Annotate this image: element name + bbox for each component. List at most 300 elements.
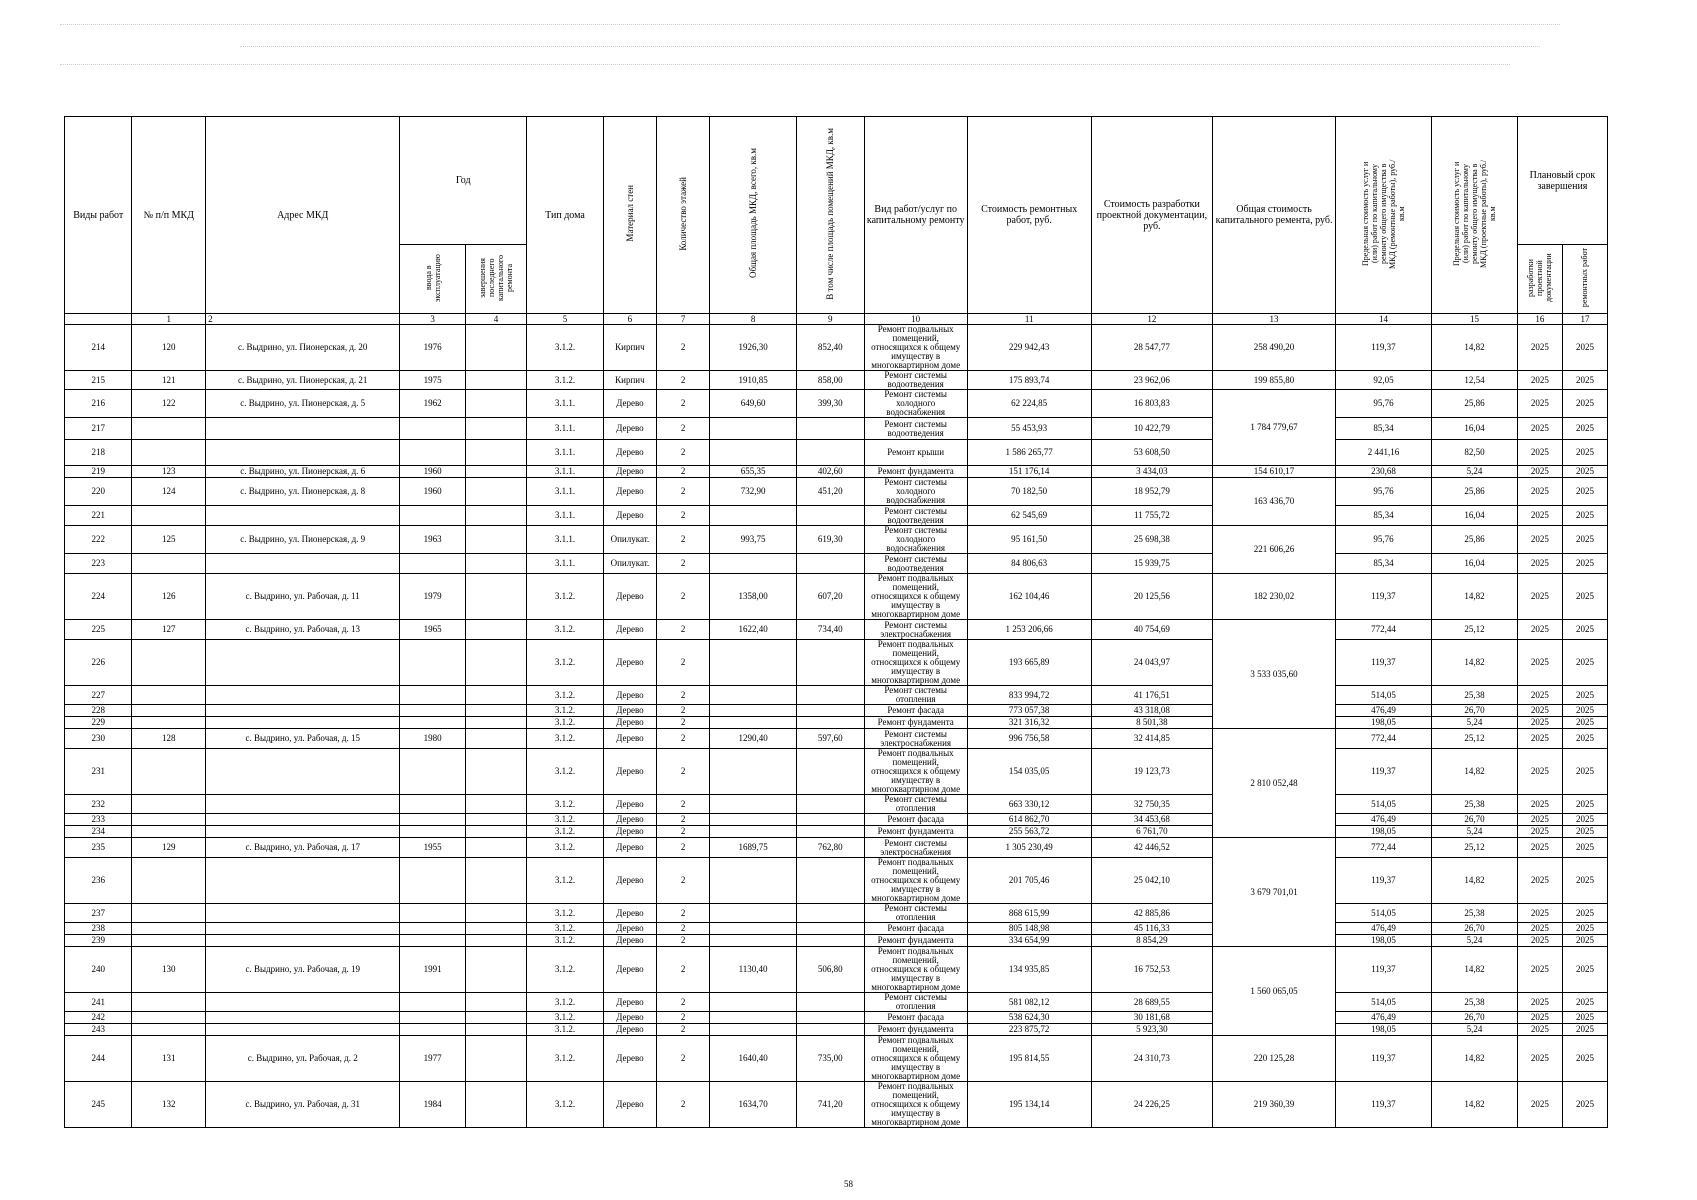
- cell-mkd-number: [132, 554, 206, 574]
- cell-floors: 2: [657, 904, 710, 923]
- cell-floors: 2: [657, 390, 710, 418]
- header-design-cost: Стоимость разработки проектной документации, руб.: [1091, 117, 1213, 314]
- cell-term-repair: 2025: [1562, 1012, 1607, 1024]
- cell-term-repair: 2025: [1562, 838, 1607, 858]
- cell-year-commission: [400, 826, 465, 838]
- cell-design-cost: 34 453,68: [1091, 814, 1213, 826]
- cell-total-area: [710, 686, 797, 705]
- cell-total-area: 655,35: [710, 466, 797, 478]
- cell-term-repair: 2025: [1562, 1024, 1607, 1036]
- cell-term-design: 2025: [1517, 935, 1562, 947]
- column-number: 2: [206, 314, 400, 325]
- cell-work-kind: Ремонт системы водоотведения: [864, 554, 967, 574]
- cell-premises-area: [797, 749, 864, 795]
- cell-premises-area: [797, 440, 864, 466]
- cell-house-type: 3.1.2.: [527, 686, 604, 705]
- cell-repair-cost: 833 994,72: [967, 686, 1091, 705]
- cell-row-number: 229: [65, 717, 132, 729]
- cell-work-kind: Ремонт системы холодного водоснабжения: [864, 526, 967, 554]
- cell-year-last-repair: [465, 440, 526, 466]
- cell-floors: 2: [657, 554, 710, 574]
- cell-year-commission: [400, 1024, 465, 1036]
- cell-term-design: 2025: [1517, 640, 1562, 686]
- cell-year-last-repair: [465, 325, 526, 371]
- cell-address: с. Выдрино, ул. Рабочая, д. 17: [206, 838, 400, 858]
- cell-row-number: 243: [65, 1024, 132, 1036]
- cell-row-number: 223: [65, 554, 132, 574]
- header-repair-cost: Стоимость ремонтных работ, руб.: [967, 117, 1091, 314]
- table-row: [65, 371, 1608, 390]
- cell-floors: 2: [657, 371, 710, 390]
- cell-term-design: 2025: [1517, 506, 1562, 526]
- header-total-area: Общая площадь МКД, всего, кв.м: [710, 117, 797, 314]
- cell-row-number: 245: [65, 1082, 132, 1128]
- cell-row-number: 237: [65, 904, 132, 923]
- column-number: 12: [1091, 314, 1213, 325]
- cell-wall-material: Дерево: [603, 826, 656, 838]
- cell-floors: 2: [657, 526, 710, 554]
- cell-premises-area: 451,20: [797, 478, 864, 506]
- cell-total-area: [710, 993, 797, 1012]
- cell-wall-material: Дерево: [603, 1012, 656, 1024]
- cell-row-number: 216: [65, 390, 132, 418]
- cell-term-repair: 2025: [1562, 574, 1607, 620]
- cell-total-area: [710, 717, 797, 729]
- cell-year-last-repair: [465, 795, 526, 814]
- cell-wall-material: Дерево: [603, 390, 656, 418]
- cell-floors: 2: [657, 325, 710, 371]
- cell-premises-area: 607,20: [797, 574, 864, 620]
- cell-limit-design: 26,70: [1432, 814, 1518, 826]
- column-number: 8: [710, 314, 797, 325]
- cell-floors: 2: [657, 1012, 710, 1024]
- cell-design-cost: 45 116,33: [1091, 923, 1213, 935]
- cell-limit-design: 25,38: [1432, 686, 1518, 705]
- cell-term-repair: 2025: [1562, 506, 1607, 526]
- cell-design-cost: 16 752,53: [1091, 947, 1213, 993]
- cell-premises-area: 734,40: [797, 620, 864, 640]
- cell-premises-area: [797, 717, 864, 729]
- cell-term-design: 2025: [1517, 478, 1562, 506]
- cell-floors: 2: [657, 814, 710, 826]
- cell-mkd-number: [132, 935, 206, 947]
- cell-work-kind: Ремонт подвальных помещений, относящихся к общему имуществу в многоквартирном доме: [864, 858, 967, 904]
- cell-repair-cost: 84 806,63: [967, 554, 1091, 574]
- table-row: [65, 440, 1608, 466]
- table-row: [65, 526, 1608, 554]
- cell-row-number: 218: [65, 440, 132, 466]
- cell-limit-repair: 476,49: [1335, 923, 1431, 935]
- cell-total-area: 1622,40: [710, 620, 797, 640]
- cell-term-design: 2025: [1517, 325, 1562, 371]
- cell-design-cost: 28 547,77: [1091, 325, 1213, 371]
- cell-term-design: 2025: [1517, 574, 1562, 620]
- cell-address: с. Выдрино, ул. Рабочая, д. 15: [206, 729, 400, 749]
- cell-year-commission: 1963: [400, 526, 465, 554]
- cell-repair-cost: 255 563,72: [967, 826, 1091, 838]
- cell-limit-repair: 119,37: [1335, 574, 1431, 620]
- cell-repair-cost: 201 705,46: [967, 858, 1091, 904]
- cell-floors: 2: [657, 1036, 710, 1082]
- cell-house-type: 3.1.2.: [527, 935, 604, 947]
- cell-wall-material: Дерево: [603, 1036, 656, 1082]
- cell-address: с. Выдрино, ул. Пионерская, д. 20: [206, 325, 400, 371]
- cell-house-type: 3.1.2.: [527, 574, 604, 620]
- cell-address: [206, 826, 400, 838]
- cell-work-kind: Ремонт системы водоотведения: [864, 506, 967, 526]
- column-number: 10: [864, 314, 967, 325]
- cell-repair-cost: 193 665,89: [967, 640, 1091, 686]
- cell-premises-area: 858,00: [797, 371, 864, 390]
- cell-total-area: 649,60: [710, 390, 797, 418]
- cell-design-cost: 25 698,38: [1091, 526, 1213, 554]
- cell-limit-repair: 2 441,16: [1335, 440, 1431, 466]
- header-year: Год: [400, 117, 527, 245]
- cell-wall-material: Дерево: [603, 729, 656, 749]
- cell-year-commission: [400, 440, 465, 466]
- cell-year-commission: [400, 418, 465, 440]
- cell-total-area: [710, 935, 797, 947]
- cell-limit-design: 14,82: [1432, 640, 1518, 686]
- table-row: [65, 904, 1608, 923]
- cell-term-design: 2025: [1517, 620, 1562, 640]
- cell-total-cost: 221 606,26: [1213, 526, 1336, 574]
- table-row: [65, 838, 1608, 858]
- cell-design-cost: 32 414,85: [1091, 729, 1213, 749]
- cell-limit-repair: 119,37: [1335, 325, 1431, 371]
- cell-premises-area: 506,80: [797, 947, 864, 993]
- cell-term-design: 2025: [1517, 371, 1562, 390]
- cell-wall-material: Дерево: [603, 858, 656, 904]
- cell-term-design: 2025: [1517, 1082, 1562, 1128]
- cell-row-number: 231: [65, 749, 132, 795]
- column-number: 5: [527, 314, 604, 325]
- cell-floors: 2: [657, 795, 710, 814]
- cell-address: с. Выдрино, ул. Рабочая, д. 2: [206, 1036, 400, 1082]
- cell-term-design: 2025: [1517, 705, 1562, 717]
- cell-house-type: 3.1.1.: [527, 526, 604, 554]
- cell-limit-repair: 476,49: [1335, 705, 1431, 717]
- cell-term-design: 2025: [1517, 858, 1562, 904]
- cell-term-repair: 2025: [1562, 478, 1607, 506]
- cell-repair-cost: 1 586 265,77: [967, 440, 1091, 466]
- cell-term-design: 2025: [1517, 526, 1562, 554]
- cell-term-repair: 2025: [1562, 390, 1607, 418]
- cell-year-last-repair: [465, 923, 526, 935]
- cell-term-design: 2025: [1517, 838, 1562, 858]
- cell-floors: 2: [657, 749, 710, 795]
- cell-year-commission: [400, 993, 465, 1012]
- cell-wall-material: Дерево: [603, 935, 656, 947]
- cell-total-area: [710, 904, 797, 923]
- cell-address: [206, 904, 400, 923]
- cell-term-design: 2025: [1517, 1024, 1562, 1036]
- cell-row-number: 232: [65, 795, 132, 814]
- cell-wall-material: Кирпич: [603, 371, 656, 390]
- cell-address: с. Выдрино, ул. Пионерская, д. 9: [206, 526, 400, 554]
- cell-limit-repair: 95,76: [1335, 526, 1431, 554]
- cell-address: [206, 1012, 400, 1024]
- table-row: [65, 947, 1608, 993]
- cell-total-area: [710, 440, 797, 466]
- cell-repair-cost: 62 224,85: [967, 390, 1091, 418]
- cell-year-last-repair: [465, 858, 526, 904]
- column-number: 9: [797, 314, 864, 325]
- cell-floors: 2: [657, 993, 710, 1012]
- cell-row-number: 228: [65, 705, 132, 717]
- cell-design-cost: 24 226,25: [1091, 1082, 1213, 1128]
- cell-wall-material: Дерево: [603, 904, 656, 923]
- cell-address: [206, 717, 400, 729]
- cell-work-kind: Ремонт фундамента: [864, 1024, 967, 1036]
- cell-address: [206, 640, 400, 686]
- cell-repair-cost: 154 035,05: [967, 749, 1091, 795]
- cell-term-repair: 2025: [1562, 686, 1607, 705]
- table-row: [65, 466, 1608, 478]
- cell-mkd-number: [132, 1024, 206, 1036]
- cell-address: с. Выдрино, ул. Пионерская, д. 5: [206, 390, 400, 418]
- cell-term-repair: 2025: [1562, 418, 1607, 440]
- cell-house-type: 3.1.1.: [527, 478, 604, 506]
- cell-premises-area: [797, 935, 864, 947]
- cell-mkd-number: [132, 705, 206, 717]
- cell-work-kind: Ремонт системы электроснабжения: [864, 838, 967, 858]
- cell-limit-design: 5,24: [1432, 935, 1518, 947]
- cell-wall-material: Дерево: [603, 838, 656, 858]
- cell-work-kind: Ремонт фасада: [864, 923, 967, 935]
- cell-term-design: 2025: [1517, 993, 1562, 1012]
- cell-work-kind: Ремонт системы водоотведения: [864, 418, 967, 440]
- cell-term-design: 2025: [1517, 554, 1562, 574]
- cell-term-repair: 2025: [1562, 749, 1607, 795]
- cell-year-last-repair: [465, 1024, 526, 1036]
- cell-repair-cost: 996 756,58: [967, 729, 1091, 749]
- cell-limit-design: 25,12: [1432, 729, 1518, 749]
- cell-term-design: 2025: [1517, 686, 1562, 705]
- cell-limit-design: 16,04: [1432, 506, 1518, 526]
- cell-mkd-number: 127: [132, 620, 206, 640]
- cell-address: [206, 858, 400, 904]
- cell-address: [206, 506, 400, 526]
- cell-work-kind: Ремонт подвальных помещений, относящихся к общему имуществу в многоквартирном доме: [864, 640, 967, 686]
- table-row: [65, 418, 1608, 440]
- cell-term-repair: 2025: [1562, 1082, 1607, 1128]
- cell-floors: 2: [657, 858, 710, 904]
- cell-limit-design: 14,82: [1432, 947, 1518, 993]
- cell-term-design: 2025: [1517, 1036, 1562, 1082]
- cell-total-area: [710, 814, 797, 826]
- cell-total-area: [710, 923, 797, 935]
- cell-premises-area: 399,30: [797, 390, 864, 418]
- cell-limit-repair: 85,34: [1335, 506, 1431, 526]
- cell-mkd-number: [132, 993, 206, 1012]
- cell-house-type: 3.1.2.: [527, 1024, 604, 1036]
- cell-total-area: [710, 826, 797, 838]
- table-row: [65, 686, 1608, 705]
- table-row: [65, 1036, 1608, 1082]
- cell-design-cost: 16 803,83: [1091, 390, 1213, 418]
- cell-total-cost: 219 360,39: [1213, 1082, 1336, 1128]
- cell-row-number: 239: [65, 935, 132, 947]
- cell-total-area: [710, 858, 797, 904]
- cell-work-kind: Ремонт системы холодного водоснабжения: [864, 478, 967, 506]
- cell-design-cost: 24 310,73: [1091, 1036, 1213, 1082]
- cell-house-type: 3.1.2.: [527, 325, 604, 371]
- cell-row-number: 236: [65, 858, 132, 904]
- cell-term-repair: 2025: [1562, 620, 1607, 640]
- table-row: [65, 935, 1608, 947]
- cell-year-last-repair: [465, 686, 526, 705]
- table-row: [65, 749, 1608, 795]
- column-number: 6: [603, 314, 656, 325]
- table-row: [65, 923, 1608, 935]
- cell-row-number: 215: [65, 371, 132, 390]
- cell-mkd-number: [132, 640, 206, 686]
- cell-work-kind: Ремонт подвальных помещений, относящихся к общему имуществу в многоквартирном доме: [864, 1082, 967, 1128]
- cell-limit-repair: 198,05: [1335, 1024, 1431, 1036]
- cell-premises-area: [797, 795, 864, 814]
- cell-row-number: 222: [65, 526, 132, 554]
- cell-house-type: 3.1.2.: [527, 620, 604, 640]
- cell-total-cost: 3 533 035,60: [1213, 620, 1336, 729]
- table-row: [65, 640, 1608, 686]
- cell-limit-design: 25,38: [1432, 993, 1518, 1012]
- cell-total-area: [710, 749, 797, 795]
- cell-wall-material: Дерево: [603, 466, 656, 478]
- cell-premises-area: [797, 858, 864, 904]
- cell-row-number: 235: [65, 838, 132, 858]
- cell-term-repair: 2025: [1562, 858, 1607, 904]
- cell-premises-area: [797, 640, 864, 686]
- cell-total-area: [710, 705, 797, 717]
- cell-year-commission: 1965: [400, 620, 465, 640]
- cell-mkd-number: 124: [132, 478, 206, 506]
- column-number: 13: [1213, 314, 1336, 325]
- column-number: 15: [1432, 314, 1518, 325]
- cell-design-cost: 40 754,69: [1091, 620, 1213, 640]
- cell-limit-repair: 514,05: [1335, 686, 1431, 705]
- cell-year-last-repair: [465, 729, 526, 749]
- cell-year-commission: [400, 717, 465, 729]
- table-row: [65, 390, 1608, 418]
- cell-work-kind: Ремонт системы отопления: [864, 993, 967, 1012]
- column-number: 17: [1562, 314, 1607, 325]
- cell-work-kind: Ремонт крыши: [864, 440, 967, 466]
- cell-total-cost: 258 490,20: [1213, 325, 1336, 371]
- column-number: 4: [465, 314, 526, 325]
- cell-floors: 2: [657, 686, 710, 705]
- cell-mkd-number: [132, 826, 206, 838]
- cell-premises-area: [797, 1012, 864, 1024]
- cell-wall-material: Дерево: [603, 749, 656, 795]
- cell-year-last-repair: [465, 749, 526, 795]
- cell-repair-cost: 229 942,43: [967, 325, 1091, 371]
- cell-limit-design: 82,50: [1432, 440, 1518, 466]
- cell-year-last-repair: [465, 947, 526, 993]
- table-row: [65, 325, 1608, 371]
- cell-repair-cost: 195 814,55: [967, 1036, 1091, 1082]
- table-row: [65, 554, 1608, 574]
- cell-term-design: 2025: [1517, 904, 1562, 923]
- table-row: [65, 574, 1608, 620]
- cell-address: [206, 705, 400, 717]
- cell-house-type: 3.1.2.: [527, 904, 604, 923]
- cell-design-cost: 53 608,50: [1091, 440, 1213, 466]
- cell-year-commission: [400, 554, 465, 574]
- cell-repair-cost: 175 893,74: [967, 371, 1091, 390]
- cell-term-design: 2025: [1517, 440, 1562, 466]
- cell-year-last-repair: [465, 904, 526, 923]
- cell-premises-area: [797, 1024, 864, 1036]
- cell-limit-design: 26,70: [1432, 923, 1518, 935]
- header-year-commission: ввода в эксплуатацию: [400, 245, 465, 314]
- cell-house-type: 3.1.2.: [527, 749, 604, 795]
- cell-address: [206, 440, 400, 466]
- header-mkd-number: № п/п МКД: [132, 117, 206, 314]
- cell-house-type: 3.1.1.: [527, 466, 604, 478]
- cell-mkd-number: 121: [132, 371, 206, 390]
- cell-limit-design: 14,82: [1432, 325, 1518, 371]
- cell-mkd-number: 131: [132, 1036, 206, 1082]
- cell-address: с. Выдрино, ул. Пионерская, д. 6: [206, 466, 400, 478]
- cell-row-number: 242: [65, 1012, 132, 1024]
- cell-premises-area: [797, 506, 864, 526]
- cell-house-type: 3.1.2.: [527, 371, 604, 390]
- table-row: [65, 729, 1608, 749]
- cell-work-kind: Ремонт фундамента: [864, 935, 967, 947]
- cell-house-type: 3.1.2.: [527, 814, 604, 826]
- cell-repair-cost: 868 615,99: [967, 904, 1091, 923]
- cell-total-cost: 199 855,80: [1213, 371, 1336, 390]
- cell-house-type: 3.1.1.: [527, 418, 604, 440]
- cell-limit-design: 25,86: [1432, 478, 1518, 506]
- cell-year-last-repair: [465, 1036, 526, 1082]
- cell-mkd-number: [132, 418, 206, 440]
- cell-premises-area: [797, 826, 864, 838]
- cell-mkd-number: 128: [132, 729, 206, 749]
- cell-work-kind: Ремонт фундамента: [864, 826, 967, 838]
- cell-year-last-repair: [465, 371, 526, 390]
- cell-wall-material: Дерево: [603, 574, 656, 620]
- cell-repair-cost: 162 104,46: [967, 574, 1091, 620]
- cell-year-commission: 1975: [400, 371, 465, 390]
- cell-mkd-number: [132, 686, 206, 705]
- cell-limit-design: 14,82: [1432, 749, 1518, 795]
- cell-year-commission: [400, 506, 465, 526]
- column-number: 7: [657, 314, 710, 325]
- cell-house-type: 3.1.2.: [527, 717, 604, 729]
- cell-total-area: [710, 795, 797, 814]
- cell-limit-design: 5,24: [1432, 466, 1518, 478]
- cell-work-kind: Ремонт системы холодного водоснабжения: [864, 390, 967, 418]
- cell-floors: 2: [657, 478, 710, 506]
- cell-year-commission: 1980: [400, 729, 465, 749]
- table-row: [65, 1012, 1608, 1024]
- cell-house-type: 3.1.1.: [527, 506, 604, 526]
- cell-design-cost: 6 761,70: [1091, 826, 1213, 838]
- cell-limit-design: 5,24: [1432, 826, 1518, 838]
- cell-total-cost: 182 230,02: [1213, 574, 1336, 620]
- cell-term-repair: 2025: [1562, 795, 1607, 814]
- table-row: [65, 826, 1608, 838]
- cell-design-cost: 25 042,10: [1091, 858, 1213, 904]
- cell-repair-cost: 581 082,12: [967, 993, 1091, 1012]
- cell-limit-design: 14,82: [1432, 858, 1518, 904]
- cell-year-commission: [400, 923, 465, 935]
- cell-term-design: 2025: [1517, 390, 1562, 418]
- cell-work-kind: Ремонт фасада: [864, 705, 967, 717]
- cell-house-type: 3.1.2.: [527, 923, 604, 935]
